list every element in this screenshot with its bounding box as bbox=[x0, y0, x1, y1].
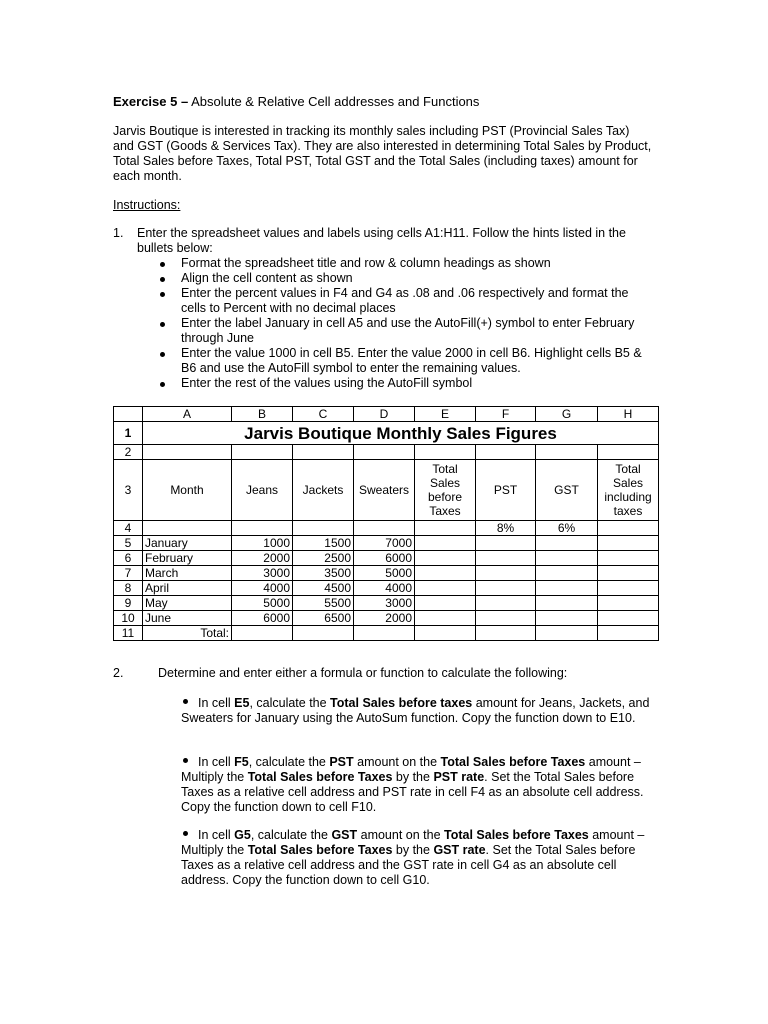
task-cell-ref: G5 bbox=[234, 828, 251, 842]
bullet-icon bbox=[183, 699, 188, 704]
step1-bullet: Enter the label January in cell A5 and use the AutoFill(+) symbol to enter February through June bbox=[181, 316, 635, 345]
sweaters-cell: 5000 bbox=[354, 566, 415, 581]
header-gst: GST bbox=[536, 460, 598, 521]
total-label-cell: Total: bbox=[143, 626, 232, 641]
step1-bullet: Enter the rest of the values using the AutoFill symbol bbox=[181, 376, 473, 390]
jackets-cell: 3500 bbox=[293, 566, 354, 581]
exercise-label: Exercise 5 – bbox=[113, 94, 189, 109]
jeans-cell: 2000 bbox=[232, 551, 293, 566]
task-bold-term: Total Sales before Taxes bbox=[444, 828, 589, 842]
instructions-heading: Instructions: bbox=[113, 198, 181, 212]
step1-text: Enter the spreadsheet values and labels using cells A1:H11. Follow the hints listed in the bullets below: bbox=[137, 226, 626, 255]
task-text: In cell bbox=[198, 696, 235, 710]
task-text: amount for Jeans, Jackets, and Sweaters for January using the AutoSum function. Copy the function down to E10. bbox=[181, 696, 650, 725]
task-bold-term: Total Sales before Taxes bbox=[247, 843, 393, 857]
jackets-cell: 6500 bbox=[293, 611, 354, 626]
sweaters-cell: 7000 bbox=[354, 536, 415, 551]
task-e5 bbox=[181, 696, 651, 726]
intro-paragraph: Jarvis Boutique is interested in tracking its monthly sales including PST (Provincial Sales Tax) and GST (Goods & Services Tax). They are also interested in determining Total Sales by Product, Total Sales before Taxes, Total PST, Total GST and the Total Sales (including taxes) amount for each month. bbox=[113, 124, 652, 183]
task-text: amount – Multiply the bbox=[181, 828, 645, 857]
step1-number: 1. bbox=[113, 226, 124, 240]
col-letter: E bbox=[415, 407, 476, 422]
table-row bbox=[114, 422, 659, 445]
month-cell: February bbox=[143, 551, 232, 566]
bullet-icon bbox=[183, 758, 188, 763]
table-row bbox=[114, 445, 659, 460]
step1-bullet: Align the cell content as shown bbox=[181, 271, 353, 285]
step1-bullet: Enter the value 1000 in cell B5. Enter the value 2000 in cell B6. Highlight cells B5 & B6 and use the AutoFill symbol to enter the remaining values. bbox=[181, 346, 642, 375]
task-text: , calculate the bbox=[250, 828, 332, 842]
task-text: In cell bbox=[198, 828, 235, 842]
month-cell: January bbox=[143, 536, 232, 551]
task-bold-term: Total Sales before Taxes bbox=[247, 770, 393, 784]
task-g5 bbox=[181, 828, 651, 888]
jackets-cell: 1500 bbox=[293, 536, 354, 551]
table-row bbox=[114, 611, 659, 626]
bullet-icon bbox=[160, 286, 165, 300]
task-bold-term: GST bbox=[331, 828, 358, 842]
header-jackets: Jackets bbox=[293, 460, 354, 521]
step2-text: Determine and enter either a formula or function to calculate the following: bbox=[158, 666, 568, 680]
jeans-cell: 5000 bbox=[232, 596, 293, 611]
task-cell-ref: F5 bbox=[234, 755, 249, 769]
task-text: by the bbox=[392, 770, 434, 784]
task-cell-ref: E5 bbox=[234, 696, 250, 710]
row-number: 5 bbox=[114, 536, 143, 551]
row-number: 11 bbox=[114, 626, 143, 641]
task-bold-term: Total Sales before taxes bbox=[330, 696, 473, 710]
row-number: 3 bbox=[114, 460, 143, 521]
task-text: amount – Multiply the bbox=[181, 755, 641, 784]
row-number: 2 bbox=[114, 445, 143, 460]
month-cell: March bbox=[143, 566, 232, 581]
col-letter: A bbox=[143, 407, 232, 422]
header-total-before-taxes: Total Sales before Taxes bbox=[415, 460, 476, 521]
jeans-cell: 4000 bbox=[232, 581, 293, 596]
task-text: by the bbox=[392, 843, 434, 857]
task-text: . Set the Total Sales before Taxes as a relative cell address and the GST rate in cell G4 as an absolute cell address. Copy the function down to cell G10. bbox=[181, 843, 636, 887]
header-month: Month bbox=[143, 460, 232, 521]
row-number: 7 bbox=[114, 566, 143, 581]
col-letter: D bbox=[354, 407, 415, 422]
gst-rate-cell: 6% bbox=[536, 521, 598, 536]
sweaters-cell: 6000 bbox=[354, 551, 415, 566]
task-bold-term: Total Sales before Taxes bbox=[440, 755, 586, 769]
bullet-icon bbox=[160, 271, 165, 285]
row-number: 4 bbox=[114, 521, 143, 536]
table-row bbox=[114, 521, 659, 536]
step1-bullet: Format the spreadsheet title and row & column headings as shown bbox=[181, 256, 551, 270]
header-row bbox=[114, 460, 659, 521]
row-number: 8 bbox=[114, 581, 143, 596]
corner-cell bbox=[114, 407, 143, 422]
bullet-icon bbox=[160, 316, 165, 330]
task-bold-term: GST rate bbox=[433, 843, 486, 857]
header-jeans: Jeans bbox=[232, 460, 293, 521]
sweaters-cell: 2000 bbox=[354, 611, 415, 626]
exercise-title bbox=[113, 94, 479, 109]
header-total-including-taxes: Total Sales including taxes bbox=[598, 460, 659, 521]
task-text: , calculate the bbox=[249, 696, 331, 710]
jackets-cell: 2500 bbox=[293, 551, 354, 566]
col-letter: H bbox=[598, 407, 659, 422]
header-pst: PST bbox=[476, 460, 536, 521]
sheet-title: Jarvis Boutique Monthly Sales Figures bbox=[143, 422, 659, 445]
row-number: 6 bbox=[114, 551, 143, 566]
sweaters-cell: 3000 bbox=[354, 596, 415, 611]
jackets-cell: 5500 bbox=[293, 596, 354, 611]
jeans-cell: 6000 bbox=[232, 611, 293, 626]
table-row bbox=[114, 581, 659, 596]
bullet-icon bbox=[160, 346, 165, 360]
col-letter: C bbox=[293, 407, 354, 422]
month-cell: June bbox=[143, 611, 232, 626]
task-text: , calculate the bbox=[248, 755, 330, 769]
table-row bbox=[114, 566, 659, 581]
table-row bbox=[114, 626, 659, 641]
task-bold-term: PST bbox=[329, 755, 354, 769]
task-text: amount on the bbox=[353, 755, 441, 769]
header-sweaters: Sweaters bbox=[354, 460, 415, 521]
jackets-cell: 4500 bbox=[293, 581, 354, 596]
col-letter: G bbox=[536, 407, 598, 422]
step2-number: 2. bbox=[113, 666, 124, 680]
task-text: In cell bbox=[198, 755, 235, 769]
table-row bbox=[114, 596, 659, 611]
row-number: 10 bbox=[114, 611, 143, 626]
exercise-subtitle: Absolute & Relative Cell addresses and Functions bbox=[191, 94, 480, 109]
row-number: 9 bbox=[114, 596, 143, 611]
month-cell: April bbox=[143, 581, 232, 596]
column-letter-row bbox=[114, 407, 659, 422]
jeans-cell: 3000 bbox=[232, 566, 293, 581]
col-letter: B bbox=[232, 407, 293, 422]
task-text: amount on the bbox=[357, 828, 445, 842]
month-cell: May bbox=[143, 596, 232, 611]
row-number: 1 bbox=[114, 422, 143, 445]
task-bold-term: PST rate bbox=[433, 770, 485, 784]
table-row bbox=[114, 551, 659, 566]
col-letter: F bbox=[476, 407, 536, 422]
bullet-icon bbox=[183, 831, 188, 836]
pst-rate-cell: 8% bbox=[476, 521, 536, 536]
bullet-icon bbox=[160, 376, 165, 390]
bullet-icon bbox=[160, 256, 165, 270]
table-row bbox=[114, 536, 659, 551]
task-text: . Set the Total Sales before Taxes as a relative cell address and PST rate in cell F4 as an absolute cell address. Copy the function down to cell F10. bbox=[181, 770, 644, 814]
sweaters-cell: 4000 bbox=[354, 581, 415, 596]
step1-bullet: Enter the percent values in F4 and G4 as .08 and .06 respectively and format the cells to Percent with no decimal places bbox=[181, 286, 629, 315]
task-f5 bbox=[181, 755, 651, 815]
jeans-cell: 1000 bbox=[232, 536, 293, 551]
spreadsheet-table bbox=[113, 406, 659, 641]
